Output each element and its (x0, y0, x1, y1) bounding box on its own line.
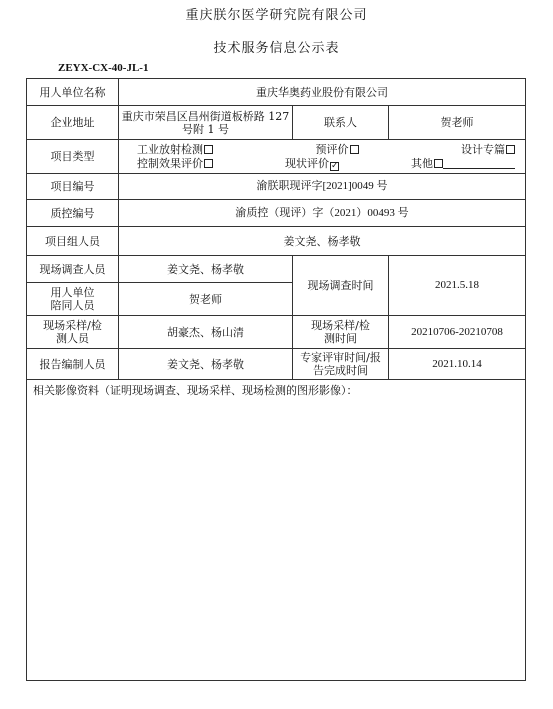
client-label: 用人单位名称 (27, 79, 119, 106)
row-photos (27, 380, 526, 681)
accompany-label: 用人单位陪同人员 (27, 283, 119, 316)
team-label: 项目组人员 (27, 227, 119, 256)
qc-no-label: 质控编号 (27, 200, 119, 227)
row-survey-staff (27, 256, 526, 283)
sampling-time-value: 20210706-20210708 (389, 316, 526, 349)
sampling-staff-value: 胡豪杰、杨山清 (119, 316, 293, 349)
accompany-value: 贺老师 (119, 283, 293, 316)
checkbox-icon[interactable] (506, 145, 515, 154)
checkbox-icon[interactable] (204, 145, 213, 154)
report-staff-value: 姜文尧、杨孝敬 (119, 349, 293, 380)
photos-area (27, 380, 526, 681)
contact-label: 联系人 (293, 106, 389, 140)
option-other[interactable]: 其他 (411, 157, 515, 171)
survey-staff-value: 姜文尧、杨孝敬 (119, 256, 293, 283)
company-title: 重庆朕尔医学研究院有限公司 (185, 8, 368, 23)
photos-label: 相关影像资料（证明现场调查、现场采样、现场检测的图形影像）： (33, 384, 358, 397)
row-report (27, 349, 526, 380)
other-blank-line[interactable] (443, 158, 515, 169)
checkbox-icon[interactable] (434, 159, 443, 168)
checked-checkbox-icon[interactable]: ✓ (331, 160, 339, 171)
row-sampling (27, 316, 526, 349)
report-staff-label: 报告编制人员 (27, 349, 119, 380)
row-address (27, 106, 526, 140)
form-code: ZEYX-CX-40-JL-1 (58, 62, 149, 74)
checkbox-icon[interactable] (204, 159, 213, 168)
row-project-no (27, 174, 526, 200)
option-pre-evaluation[interactable]: 预评价 (316, 143, 359, 157)
project-type-label: 项目类型 (27, 140, 119, 174)
info-table (26, 78, 526, 681)
option-status-evaluation[interactable]: 现状评价 ✓ (285, 156, 339, 171)
address-label: 企业地址 (27, 106, 119, 140)
contact-value: 贺老师 (389, 106, 526, 140)
row-project-type (27, 140, 526, 174)
form-title: 技术服务信息公示表 (213, 41, 340, 56)
qc-no-value: 渝质控（现评）字（2021）00493 号 (119, 200, 526, 227)
team-value: 姜文尧、杨孝敬 (119, 227, 526, 256)
project-type-options (119, 140, 526, 174)
sampling-time-label: 现场采样/检测时间 (293, 316, 389, 349)
survey-time-label: 现场调查时间 (293, 256, 389, 316)
option-design-chapter[interactable]: 设计专篇 (461, 143, 515, 157)
address-value: 重庆市荣昌区昌州街道板桥路 127 号附 1 号 (119, 106, 293, 140)
review-time-value: 2021.10.14 (389, 349, 526, 380)
row-team (27, 227, 526, 256)
row-qc-no (27, 200, 526, 227)
review-time-label: 专家评审时间/报告完成时间 (293, 349, 389, 380)
checkbox-icon[interactable] (350, 145, 359, 154)
option-control-effect[interactable]: 控制效果评价 (137, 157, 213, 171)
sampling-staff-label: 现场采样/检测人员 (27, 316, 119, 349)
survey-time-value: 2021.5.18 (389, 256, 526, 316)
client-value: 重庆华奥药业股份有限公司 (119, 79, 526, 106)
survey-staff-label: 现场调查人员 (27, 256, 119, 283)
option-industrial-radiation[interactable]: 工业放射检测 (137, 143, 213, 157)
project-no-label: 项目编号 (27, 174, 119, 200)
project-no-value: 渝朕职现评字[2021]0049 号 (119, 174, 526, 200)
row-client (27, 79, 526, 106)
